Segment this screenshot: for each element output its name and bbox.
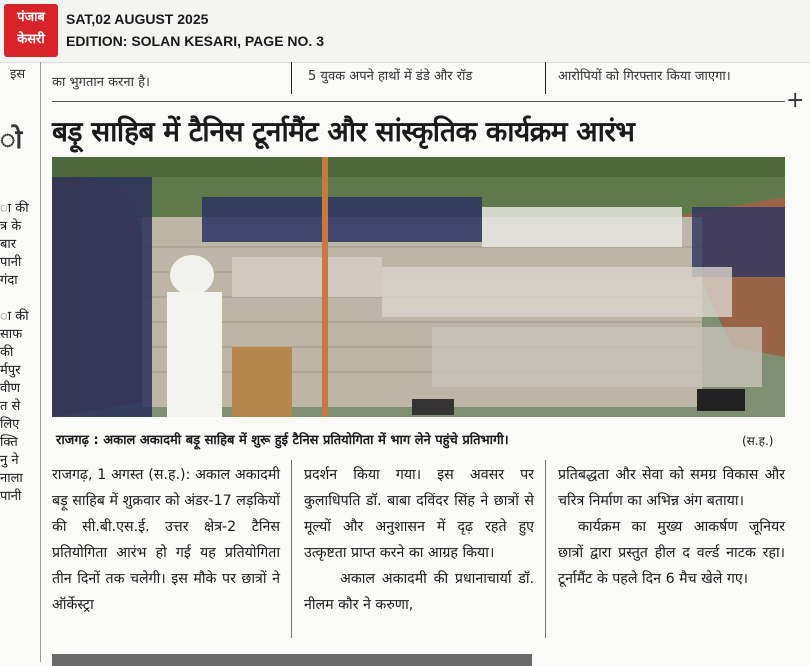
column-1-text: राजगढ़, 1 अगस्त (स.ह.): अकाल अकादमी बड़ू साहिब में शुक्रवार को अंडर-17 लड़कियों की सी.बी.एस.ई. उत्तर क्षेत्र-2 टैनिस प्रतियोगिता आरंभ हो गई यह प्रतियोगिता तीन दिनों तक चलेगी। इस मौके पर छात्रों ने ऑर्केस्ट्रा [52, 467, 280, 613]
caption-credit: (स.ह.) [742, 434, 774, 448]
left-fragment-mark: ो [0, 125, 23, 155]
left-fragment-top: इस [10, 67, 26, 82]
top-snippet-1: का भुगतान करना है। [52, 75, 150, 90]
punjab-kesari-logo: पंजाब केसरी [4, 4, 58, 57]
edition-name: EDITION: SOLAN KESARI, PAGE NO. 3 [66, 33, 324, 49]
column-rule [40, 62, 41, 662]
column-3-text-b: कार्यक्रम का मुख्य आकर्षण जूनियर छात्रों द्वारा प्रस्तुत हील द वर्ल्ड नाटक रहा। टूर्नामैंट के पहले दिन 6 मैच खेले गए। [558, 519, 785, 587]
article-top-rule [52, 101, 785, 102]
next-article-strip [52, 654, 532, 666]
article-column-1 [52, 462, 280, 618]
article-headline: बड़ू साहिब में टैनिस टूर्नामैंट और सांस्कृतिक कार्यक्रम आरंभ [52, 115, 635, 148]
event-photo-illustration [52, 157, 785, 417]
column-2-text-b: अकाल अकादमी की प्रधानाचार्या डॉ. नीलम कौर ने करुणा, [304, 571, 534, 613]
edition-date: SAT,02 AUGUST 2025 [66, 11, 209, 27]
crosshair-mark: + [786, 88, 805, 113]
column-3-text: प्रतिबद्धता और सेवा को समग्र विकास और चरित्र निर्माण का अभिन्न अंग बताया। [558, 467, 785, 509]
article-column-3 [558, 462, 785, 592]
left-column-fragments: ा की त्र के बार पानी गंदा ा की साफ की र्मपुर वीण त से लिए क्ति नु ने नाला पानी [0, 201, 29, 504]
column-rule [545, 62, 546, 94]
edition-header [0, 0, 810, 63]
photo-caption: राजगढ़ : अकाल अकादमी बड़ू साहिब में शुरू हुई टैनिस प्रतियोगिता में भाग लेने पहुंचे प्रतिभागी। [56, 433, 509, 448]
event-photo [52, 157, 785, 417]
top-snippet-3: आरोपियों को गिरफ्तार किया जाएगा। [558, 69, 731, 84]
column-rule [545, 460, 546, 638]
column-2-text: प्रदर्शन किया गया। इस अवसर पर कुलाधिपति डॉ. बाबा दविंदर सिंह ने छात्रों से मूल्यों और अनुशासन में दृढ़ रहते हुए उत्कृष्टता प्राप्त करने का आग्रह किया। [304, 467, 534, 561]
article-column-2 [304, 462, 534, 618]
top-snippet-2: 5 युवक अपने हाथों में डंडे और रॉड [308, 69, 473, 84]
column-rule [291, 460, 292, 638]
column-rule [291, 62, 292, 94]
